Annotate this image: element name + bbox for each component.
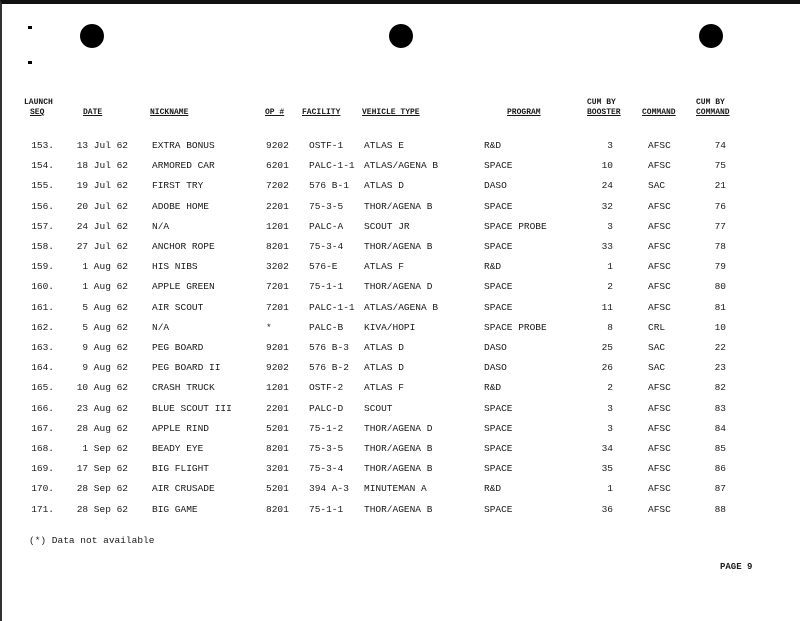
cell-command: AFSC — [648, 443, 671, 454]
table-row — [2, 158, 800, 174]
cell-nickname: BIG GAME — [152, 503, 198, 515]
cell-vehicle-type: ATLAS E — [364, 140, 404, 151]
punch-hole-left — [80, 24, 104, 48]
cell-command: AFSC — [648, 160, 671, 172]
cell-vehicle-type: ATLAS/AGENA B — [364, 160, 439, 172]
cell-vehicle-type: ATLAS/AGENA B — [364, 301, 439, 313]
cell-command: AFSC — [648, 220, 671, 232]
cell-op: 3201 — [266, 463, 289, 475]
cell-facility: 75-3-5 — [309, 200, 344, 212]
cell-program: SPACE — [484, 463, 513, 475]
cell-op: 8201 — [266, 241, 289, 252]
cell-program: R&D — [484, 483, 502, 495]
cell-program: SPACE PROBE — [484, 220, 547, 232]
cell-nickname: AIR SCOUT — [152, 301, 204, 313]
cell-nickname: APPLE RIND — [152, 422, 210, 434]
cell-cum-booster: 34 — [601, 443, 613, 454]
cell-date: 27 Jul 62 — [76, 241, 128, 252]
cell-vehicle-type: THOR/AGENA B — [364, 200, 433, 212]
table-row — [2, 279, 800, 295]
cell-command: AFSC — [648, 281, 671, 293]
cell-vehicle-type: ATLAS F — [364, 261, 404, 273]
cell-op: 1201 — [266, 382, 289, 394]
cell-command: AFSC — [648, 382, 671, 394]
cell-date: 28 Sep 62 — [76, 503, 128, 515]
cell-nickname: APPLE GREEN — [152, 281, 215, 293]
cell-nickname: ADOBE HOME — [152, 200, 210, 212]
cell-nickname: FIRST TRY — [152, 180, 204, 192]
cell-date: 17 Sep 62 — [76, 463, 128, 475]
header-facility: FACILITY — [302, 108, 341, 117]
cell-vehicle-type: THOR/AGENA B — [364, 463, 433, 475]
cell-date: 1 Sep 62 — [82, 443, 128, 454]
cell-program: SPACE — [484, 503, 513, 515]
cell-cum-command: 80 — [714, 281, 726, 293]
table-row — [2, 401, 800, 417]
cell-nickname: PEG BOARD II — [152, 362, 221, 374]
cell-command: SAC — [648, 180, 666, 192]
cell-command: AFSC — [648, 503, 671, 515]
cell-facility: 394 A-3 — [309, 483, 349, 495]
cell-program: SPACE — [484, 241, 513, 252]
cell-cum-booster: 25 — [601, 342, 613, 353]
cell-facility: 75-1-2 — [309, 422, 344, 434]
cell-op: 9201 — [266, 342, 289, 353]
cell-seq: 153. — [31, 140, 54, 151]
cell-command: AFSC — [648, 261, 671, 273]
scan-mark — [28, 61, 32, 64]
cell-cum-booster: 26 — [601, 362, 613, 374]
cell-op: 7201 — [266, 281, 289, 293]
cell-op: 6201 — [266, 160, 289, 172]
cell-vehicle-type: ATLAS D — [364, 362, 404, 374]
cell-nickname: EXTRA BONUS — [152, 140, 215, 151]
cell-command: CRL — [648, 321, 666, 333]
cell-cum-booster: 1 — [607, 483, 613, 495]
cell-nickname: BEADY EYE — [152, 443, 204, 454]
cell-program: DASO — [484, 342, 507, 353]
header-op: OP # — [265, 108, 285, 117]
cell-command: AFSC — [648, 140, 671, 151]
table-row — [2, 300, 800, 316]
cell-cum-command: 82 — [714, 382, 726, 394]
cell-facility: 576 B-2 — [309, 362, 349, 374]
cell-cum-command: 83 — [714, 402, 726, 414]
cell-op: 8201 — [266, 503, 289, 515]
cell-facility: PALC-B — [309, 321, 344, 333]
cell-facility: 576 B-1 — [309, 180, 349, 192]
cell-facility: OSTF-2 — [309, 382, 344, 394]
cell-nickname: BIG FLIGHT — [152, 463, 210, 475]
cell-command: AFSC — [648, 463, 671, 475]
table-row — [2, 259, 800, 275]
cell-cum-booster: 35 — [601, 463, 613, 475]
cell-seq: 159. — [31, 261, 54, 273]
cell-op: 5201 — [266, 422, 289, 434]
cell-program: SPACE PROBE — [484, 321, 547, 333]
cell-program: SPACE — [484, 422, 513, 434]
cell-seq: 157. — [31, 220, 54, 232]
table-row — [2, 178, 800, 194]
cell-cum-booster: 3 — [607, 220, 613, 232]
cell-cum-booster: 11 — [601, 301, 613, 313]
cell-vehicle-type: SCOUT JR — [364, 220, 410, 232]
cell-command: AFSC — [648, 241, 671, 252]
punch-hole-right — [699, 24, 723, 48]
cell-vehicle-type: MINUTEMAN A — [364, 483, 427, 495]
cell-seq: 169. — [31, 463, 54, 475]
cell-program: SPACE — [484, 281, 513, 293]
cell-nickname: CRASH TRUCK — [152, 382, 215, 394]
cell-cum-booster: 32 — [601, 200, 613, 212]
table-row — [2, 239, 800, 255]
header-cum-by-command: CUM BY COMMAND — [696, 98, 730, 117]
cell-cum-booster: 1 — [607, 261, 613, 273]
cell-op: 3202 — [266, 261, 289, 273]
cell-date: 18 Jul 62 — [76, 160, 128, 172]
cell-program: R&D — [484, 261, 502, 273]
cell-program: SPACE — [484, 402, 513, 414]
cell-program: DASO — [484, 180, 507, 192]
cell-seq: 170. — [31, 483, 54, 495]
footnote: (*) Data not available — [29, 535, 155, 546]
cell-seq: 171. — [31, 503, 54, 515]
cell-facility: 75-3-4 — [309, 463, 344, 475]
cell-date: 1 Aug 62 — [82, 261, 128, 273]
cell-facility: 75-1-1 — [309, 281, 344, 293]
cell-cum-command: 81 — [714, 301, 726, 313]
cell-command: AFSC — [648, 422, 671, 434]
table-row — [2, 481, 800, 497]
table-row — [2, 380, 800, 396]
cell-vehicle-type: SCOUT — [364, 402, 393, 414]
cell-seq: 160. — [31, 281, 54, 293]
cell-seq: 155. — [31, 180, 54, 192]
page-number: PAGE 9 — [720, 562, 753, 572]
cell-date: 19 Jul 62 — [76, 180, 128, 192]
table-row — [2, 502, 800, 518]
scan-mark — [28, 26, 32, 29]
cell-command: SAC — [648, 342, 666, 353]
cell-cum-booster: 24 — [601, 180, 613, 192]
cell-cum-command: 75 — [714, 160, 726, 172]
header-launch-seq: LAUNCH SEQ — [24, 98, 53, 117]
cell-op: 2201 — [266, 200, 289, 212]
cell-nickname: ANCHOR ROPE — [152, 241, 215, 252]
cell-seq: 166. — [31, 402, 54, 414]
cell-command: AFSC — [648, 483, 671, 495]
header-command: COMMAND — [642, 108, 676, 117]
cell-cum-command: 88 — [714, 503, 726, 515]
cell-cum-booster: 3 — [607, 422, 613, 434]
cell-date: 24 Jul 62 — [76, 220, 128, 232]
cell-date: 5 Aug 62 — [82, 301, 128, 313]
header-vehicle-type: VEHICLE TYPE — [362, 108, 420, 117]
cell-program: SPACE — [484, 160, 513, 172]
cell-op: * — [266, 321, 272, 333]
cell-cum-booster: 2 — [607, 382, 613, 394]
cell-seq: 162. — [31, 321, 54, 333]
table-row — [2, 320, 800, 336]
punch-hole-center — [389, 24, 413, 48]
cell-vehicle-type: THOR/AGENA D — [364, 281, 433, 293]
cell-cum-command: 84 — [714, 422, 726, 434]
cell-vehicle-type: THOR/AGENA B — [364, 443, 433, 454]
table-row — [2, 360, 800, 376]
cell-command: AFSC — [648, 200, 671, 212]
cell-cum-command: 21 — [714, 180, 726, 192]
cell-facility: 75-3-5 — [309, 443, 344, 454]
cell-nickname: BLUE SCOUT III — [152, 402, 232, 414]
header-cum-by-booster: CUM BY BOOSTER — [587, 98, 621, 117]
cell-command: SAC — [648, 362, 666, 374]
cell-seq: 161. — [31, 301, 54, 313]
cell-cum-command: 85 — [714, 443, 726, 454]
table-row — [2, 199, 800, 215]
cell-facility: PALC-A — [309, 220, 344, 232]
cell-cum-command: 78 — [714, 241, 726, 252]
cell-program: SPACE — [484, 301, 513, 313]
cell-facility: 576 B-3 — [309, 342, 349, 353]
cell-cum-booster: 8 — [607, 321, 613, 333]
cell-facility: 75-1-1 — [309, 503, 344, 515]
cell-nickname: AIR CRUSADE — [152, 483, 215, 495]
cell-date: 10 Aug 62 — [76, 382, 128, 394]
cell-seq: 154. — [31, 160, 54, 172]
cell-nickname: ARMORED CAR — [152, 160, 215, 172]
table-row — [2, 441, 800, 457]
cell-nickname: N/A — [152, 321, 170, 333]
cell-program: SPACE — [484, 443, 513, 454]
cell-vehicle-type: ATLAS D — [364, 342, 404, 353]
cell-cum-command: 10 — [714, 321, 726, 333]
cell-vehicle-type: ATLAS F — [364, 382, 404, 394]
cell-op: 8201 — [266, 443, 289, 454]
header-date: DATE — [83, 108, 103, 117]
cell-cum-booster: 2 — [607, 281, 613, 293]
cell-date: 13 Jul 62 — [76, 140, 128, 151]
cell-seq: 164. — [31, 362, 54, 374]
cell-program: DASO — [484, 362, 507, 374]
cell-program: R&D — [484, 382, 502, 394]
cell-program: SPACE — [484, 200, 513, 212]
cell-nickname: HIS NIBS — [152, 261, 198, 273]
cell-nickname: PEG BOARD — [152, 342, 204, 353]
cell-vehicle-type: THOR/AGENA B — [364, 241, 433, 252]
cell-date: 23 Aug 62 — [76, 402, 128, 414]
table-row — [2, 340, 800, 356]
cell-op: 9202 — [266, 362, 289, 374]
cell-seq: 165. — [31, 382, 54, 394]
cell-date: 9 Aug 62 — [82, 342, 128, 353]
cell-date: 28 Sep 62 — [76, 483, 128, 495]
cell-cum-booster: 3 — [607, 402, 613, 414]
cell-seq: 167. — [31, 422, 54, 434]
cell-op: 2201 — [266, 402, 289, 414]
cell-date: 5 Aug 62 — [82, 321, 128, 333]
cell-vehicle-type: THOR/AGENA D — [364, 422, 433, 434]
cell-date: 9 Aug 62 — [82, 362, 128, 374]
cell-vehicle-type: ATLAS D — [364, 180, 404, 192]
cell-seq: 158. — [31, 241, 54, 252]
cell-seq: 163. — [31, 342, 54, 353]
cell-cum-booster: 33 — [601, 241, 613, 252]
table-row — [2, 421, 800, 437]
cell-cum-command: 22 — [714, 342, 726, 353]
cell-cum-booster: 36 — [601, 503, 613, 515]
cell-op: 9202 — [266, 140, 289, 151]
header-nickname: NICKNAME — [150, 108, 189, 117]
cell-cum-command: 23 — [714, 362, 726, 374]
cell-cum-booster: 3 — [607, 140, 613, 151]
header-program: PROGRAM — [507, 108, 541, 117]
cell-op: 7201 — [266, 301, 289, 313]
cell-op: 1201 — [266, 220, 289, 232]
cell-command: AFSC — [648, 402, 671, 414]
cell-cum-command: 87 — [714, 483, 726, 495]
cell-facility: PALC-1-1 — [309, 160, 355, 172]
cell-date: 1 Aug 62 — [82, 281, 128, 293]
cell-op: 5201 — [266, 483, 289, 495]
cell-program: R&D — [484, 140, 502, 151]
cell-facility: OSTF-1 — [309, 140, 344, 151]
cell-cum-command: 76 — [714, 200, 726, 212]
cell-facility: 75-3-4 — [309, 241, 344, 252]
cell-cum-command: 74 — [714, 140, 726, 151]
cell-facility: PALC-1-1 — [309, 301, 355, 313]
cell-op: 7202 — [266, 180, 289, 192]
table-row — [2, 461, 800, 477]
cell-cum-booster: 10 — [601, 160, 613, 172]
cell-facility: PALC-D — [309, 402, 344, 414]
cell-vehicle-type: KIVA/HOPI — [364, 321, 416, 333]
cell-cum-command: 77 — [714, 220, 726, 232]
cell-cum-command: 79 — [714, 261, 726, 273]
table-row — [2, 219, 800, 235]
cell-seq: 156. — [31, 200, 54, 212]
cell-date: 28 Aug 62 — [76, 422, 128, 434]
cell-command: AFSC — [648, 301, 671, 313]
cell-cum-command: 86 — [714, 463, 726, 475]
cell-facility: 576-E — [309, 261, 338, 273]
table-row — [2, 138, 800, 154]
cell-nickname: N/A — [152, 220, 170, 232]
cell-seq: 168. — [31, 443, 54, 454]
cell-vehicle-type: THOR/AGENA B — [364, 503, 433, 515]
cell-date: 20 Jul 62 — [76, 200, 128, 212]
